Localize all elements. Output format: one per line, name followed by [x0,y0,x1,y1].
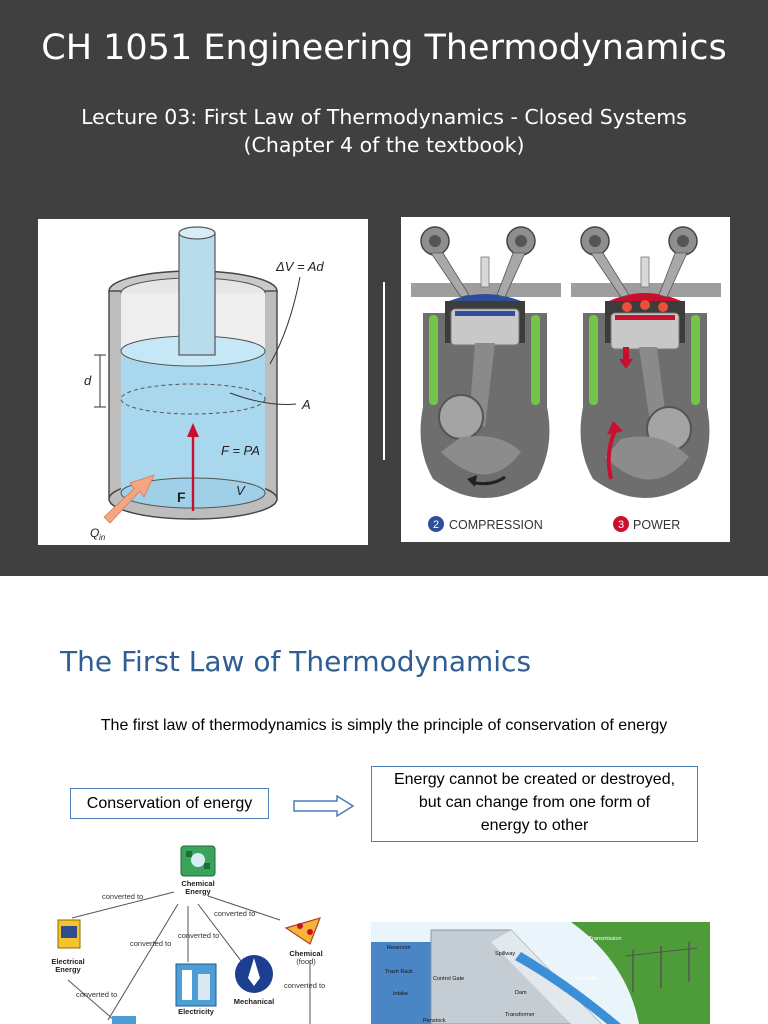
mechanical-label: Mechanical [233,997,275,1006]
definition-box [371,766,698,842]
f-label: F [177,489,186,505]
q-label: Q [90,526,100,540]
converted-to-label-2: converted to [214,909,256,918]
electricity-label: Electricity [178,1007,214,1016]
reservoir-label: Reservoir [387,945,411,951]
dam-label: Dam [515,990,527,996]
engine-cycle-figure [401,217,730,542]
conservation-box: Conservation of energy [70,788,269,819]
step2-label: COMPRESSION [449,518,543,532]
subtitle-line-1: Lecture 03: First Law of Thermodynamics - Closed Systems [81,105,687,129]
step3-number: 3 [617,519,625,531]
hydroelectric-dam-diagram [371,922,710,1024]
implies-arrow [293,795,355,817]
slide-subtitle [0,103,768,159]
control-gate-label: Control Gate [433,976,465,982]
fishway-label: Fishway [577,976,598,982]
subtitle-line-2: (Chapter 4 of the textbook) [243,133,525,157]
slide2-title: The First Law of Thermodynamics [60,645,532,678]
q-subscript: in [99,533,106,542]
right-arrow-icon [293,795,355,817]
intro-text: The first law of thermodynamics is simply the principle of conservation of energy [100,717,668,734]
definition-line-3: energy to other [480,817,589,834]
converted-to-label-3: converted to [178,931,220,940]
d-label: d [84,373,92,388]
a-label: A [302,397,311,412]
definition-line-1: Energy cannot be created or destroyed, [393,771,676,788]
chemical-energy-label-1: Chemical [181,879,215,888]
step2-number: 2 [432,519,440,531]
engine-cycle-diagram [401,217,730,542]
energy-conversion-map [48,840,338,1024]
energy-conversion-diagram [48,840,338,1024]
definition-line-2: but can change from one form of [418,794,651,811]
intake-label: Intake [393,991,408,997]
step3-label: POWER [633,518,681,532]
converted-to-label-6: converted to [76,990,118,999]
hydroelectric-dam-figure [371,922,710,1024]
chemical-energy-label-2: Energy [185,887,211,896]
spillway-label: Spillway [495,951,516,957]
transformer-label: Transformer [505,1012,535,1018]
penstock-label: Penstock [423,1018,446,1024]
converted-to-label-1: converted to [102,892,144,901]
delta-v-label: ΔV = Ad [276,259,324,274]
force-label: F = PA [221,443,260,458]
chemical-food-label-1: Chemical [289,949,323,958]
chemical-food-label-2: (food) [296,957,316,966]
v-label: V [236,483,245,498]
first-law-slide [0,600,768,1024]
piston-cylinder-diagram [38,219,368,545]
trash-rack-label: Trash Rack [385,969,413,975]
compression-engine [411,227,561,498]
piston-cylinder-figure [38,219,368,545]
slide-title: CH 1051 Engineering Thermodynamics [41,28,727,68]
transmission-label: Transmission [589,936,622,942]
converted-to-label-4: converted to [130,939,172,948]
converted-to-label-5: converted to [284,981,326,990]
electrical-energy-label-1: Electrical [51,957,85,966]
power-engine [571,227,721,498]
electrical-energy-label-2: Energy [55,965,81,974]
figure-divider [383,282,385,460]
